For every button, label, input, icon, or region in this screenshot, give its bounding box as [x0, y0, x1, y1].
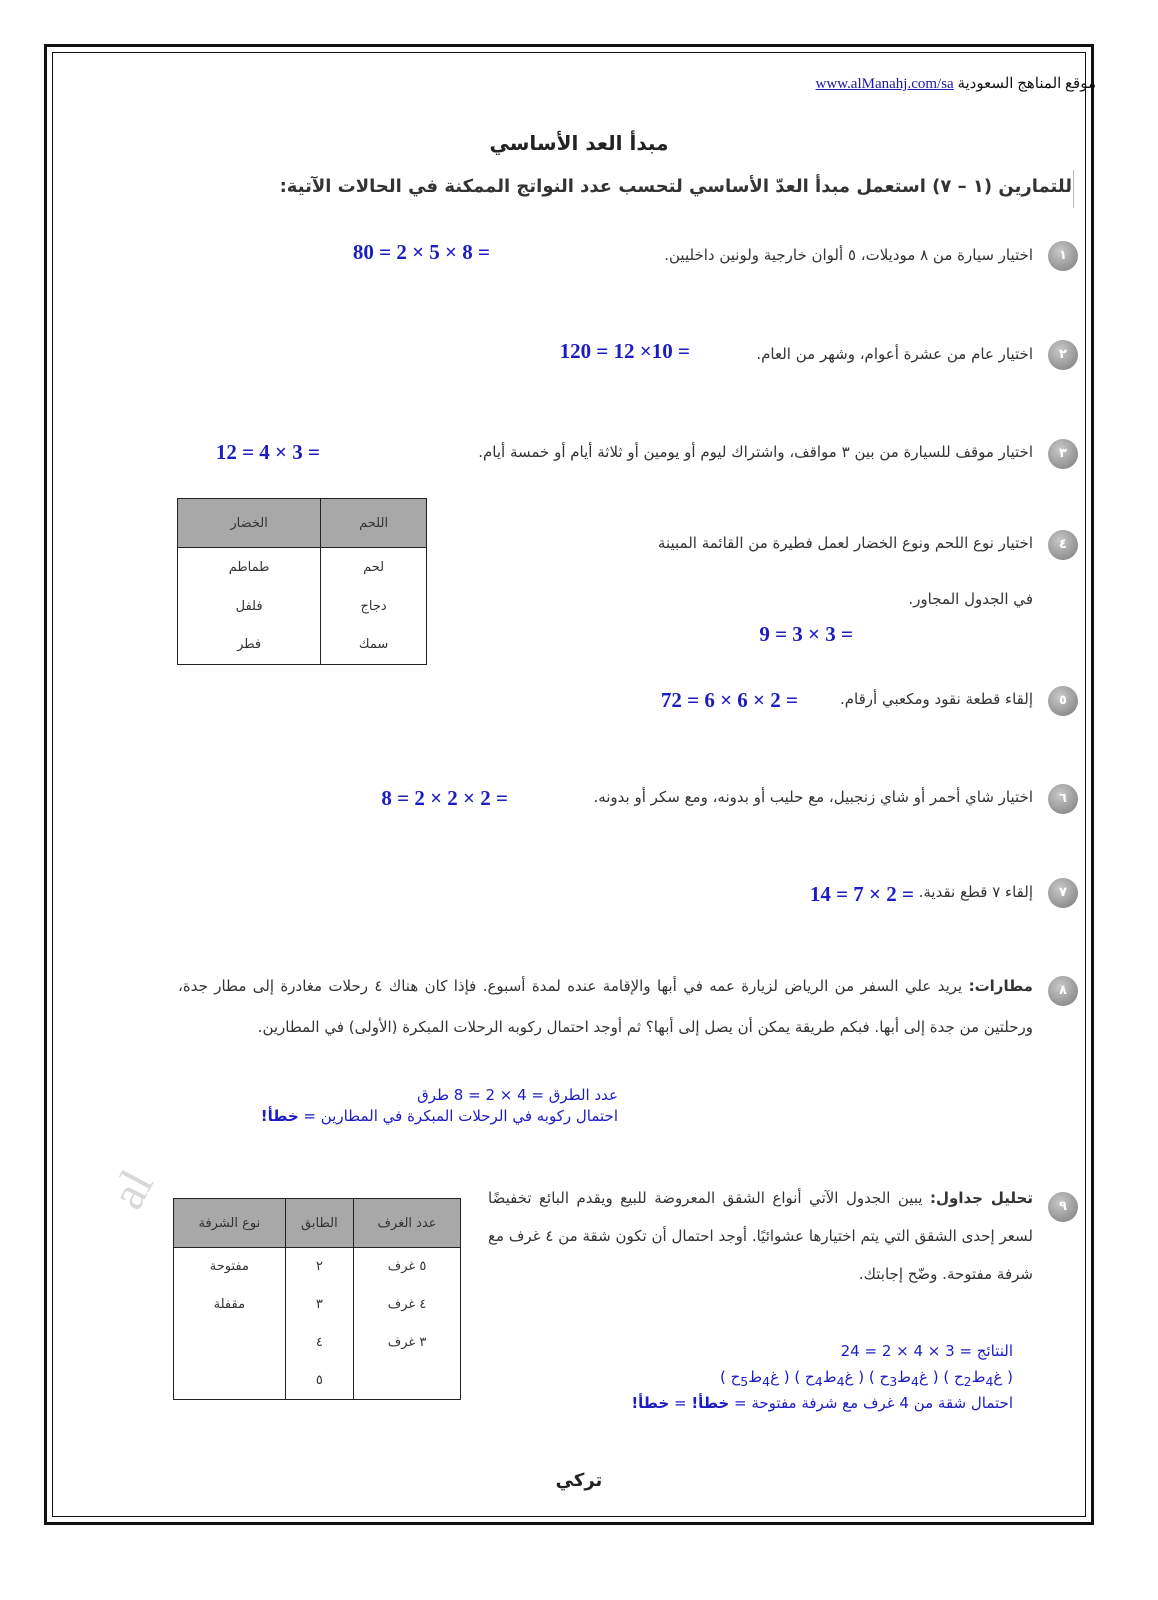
question-text: يريد علي السفر من الرياض لزيارة عمه في أبها والإقامة عنده لمدة أسبوع. فإذا كان هناك ٤ رحلات مغادرة إلى مطار جدة، ورحلتين من جدة إلى أبها. فبكم طريقة يمكن أن يصل إلى أبها؟ ثم أوجد احتمال ركوبه الرحلات المبكرة (الأولى) في المطارين.	[178, 977, 1033, 1036]
answer-9-outcomes	[720, 1368, 1013, 1389]
table-cell: مفتوحة	[174, 1248, 286, 1286]
table-cell: ٤ غرف	[354, 1286, 461, 1324]
question-2	[756, 345, 1033, 363]
instruction-margin-bar	[1073, 170, 1074, 208]
table-cell: ٢	[285, 1248, 353, 1286]
question-number-badge: ٣	[1048, 439, 1078, 469]
question-number-badge: ٩	[1048, 1192, 1078, 1222]
question-5: إلقاء قطعة نقود ومكعبي أرقام.	[839, 690, 1033, 708]
question-number-badge: ٧	[1048, 878, 1078, 908]
question-label: مطارات:	[968, 977, 1033, 995]
question-text: اختيار سيارة من ٨ موديلات، ٥ ألوان خارجية ولونين داخليين.	[664, 246, 1033, 264]
outcome: ( غ$_4$ط$_3$ح )	[868, 1368, 939, 1389]
answer-3: 12 = 4 × 3 =	[215, 440, 320, 464]
table-cell	[174, 1362, 286, 1400]
question-4-line-2: في الجدول المجاور.	[908, 590, 1033, 608]
question-number-badge: ٦	[1048, 784, 1078, 814]
question-text: اختيار عام من عشرة أعوام، وشهر من العام.	[756, 345, 1033, 363]
question-4-line-1: اختيار نوع اللحم ونوع الخضار لعمل فطيرة من القائمة المبينة	[657, 534, 1033, 552]
question-number-badge: ٥	[1048, 686, 1078, 716]
table-cell: دجاج	[321, 587, 427, 626]
answer-9-line-3: احتمال شقة من 4 غرف مع شرفة مفتوحة = خطأ! = خطأ!	[631, 1394, 1013, 1412]
site-url-link[interactable]: www.alManahj.com/sa	[815, 76, 954, 92]
table-cell: لحم	[321, 548, 427, 587]
site-name: موقع المناهج السعودية	[957, 76, 1096, 92]
table-cell: ٣ غرف	[354, 1324, 461, 1362]
table-cell: سمك	[321, 626, 427, 665]
table-cell	[354, 1362, 461, 1400]
answer-6: 8 = 2 × 2 × 2 =	[381, 786, 508, 810]
question-8	[178, 966, 1033, 1048]
question-3	[478, 443, 1033, 461]
answer-1: 80 = 2 × 5 × 8 =	[352, 240, 490, 264]
table-cell	[174, 1324, 286, 1362]
table-cell: طماطم	[178, 548, 321, 587]
table-header: اللحم	[321, 499, 427, 548]
answer-8-line-1: عدد الطرق = 4 × 2 = 8 طرق	[417, 1086, 618, 1104]
watermark: al	[100, 1161, 164, 1218]
answer-text: احتمال ركوبه في الرحلات المبكرة في المطارين =	[298, 1107, 618, 1125]
error-text: خطأ!	[691, 1394, 730, 1412]
site-header	[816, 74, 1096, 93]
error-text: خطأ!	[260, 1107, 299, 1125]
answer-2: 120 = 12 ×10 =	[559, 339, 690, 363]
question-1	[664, 246, 1033, 264]
outcome: ( غ$_4$ط$_5$ح )	[719, 1368, 790, 1389]
outcome: ( غ$_4$ط$_2$ح )	[943, 1368, 1013, 1389]
answer-7: 14 = 7 × 2 =	[809, 882, 914, 906]
error-text: خطأ!	[631, 1394, 670, 1412]
question-label: تحليل جداول:	[930, 1189, 1033, 1207]
question-6: اختيار شاي أحمر أو شاي زنجبيل، مع حليب أو بدونه، ومع سكر أو بدونه.	[593, 788, 1033, 806]
question-text: اختيار موقف للسيارة من بين ٣ مواقف، واشتراك ليوم أو يومين أو ثلاثة أيام أو خمسة أيام.	[478, 443, 1033, 461]
question-number-badge: ١	[1048, 241, 1078, 271]
apartment-table	[173, 1198, 461, 1400]
table-cell: فلفل	[178, 587, 321, 626]
table-cell: ٣	[285, 1286, 353, 1324]
answer-4: 9 = 3 × 3 =	[759, 622, 853, 646]
answer-5: 72 = 6 × 6 × 2 =	[660, 688, 798, 712]
answer-8-line-2	[261, 1107, 618, 1125]
table-cell: ٥	[285, 1362, 353, 1400]
table-cell: ٥ غرف	[354, 1248, 461, 1286]
question-number-badge: ٨	[1048, 976, 1078, 1006]
question-text: يبين الجدول الآتي أنواع الشقق المعروضة للبيع ويقدم البائع تخفيضًا لسعر إحدى الشقق التي يتم اختيارها عشوائيًا. أوجد احتمال أن تكون شقة من ٤ غرف مع شرفة مفتوحة. وضّح إجابتك.	[488, 1189, 1033, 1283]
table-header: عدد الغرف	[354, 1199, 461, 1248]
footer-author: تركي	[555, 1470, 603, 1491]
table-header: الخضار	[178, 499, 321, 548]
question-9	[488, 1179, 1033, 1293]
question-number-badge: ٤	[1048, 530, 1078, 560]
table-cell: مقفلة	[174, 1286, 286, 1324]
table-cell: ٤	[285, 1324, 353, 1362]
page-title: مبدأ العد الأساسي	[489, 131, 669, 155]
food-table	[177, 498, 427, 665]
table-header: الطابق	[285, 1199, 353, 1248]
table-header: نوع الشرفة	[174, 1199, 286, 1248]
table-cell: فطر	[178, 626, 321, 665]
outcome: ( غ$_4$ط$_4$ح )	[794, 1368, 865, 1389]
question-number-badge: ٢	[1048, 340, 1078, 370]
question-7: إلقاء ٧ قطع نقدية.	[918, 883, 1033, 901]
instruction-text: للتمارين (١ – ٧) استعمل مبدأ العدّ الأساسي لتحسب عدد النواتج الممكنة في الحالات الآتية:	[279, 176, 1072, 197]
answer-9-line-1: النتائج = 3 × 4 × 2 = 24	[840, 1342, 1013, 1360]
